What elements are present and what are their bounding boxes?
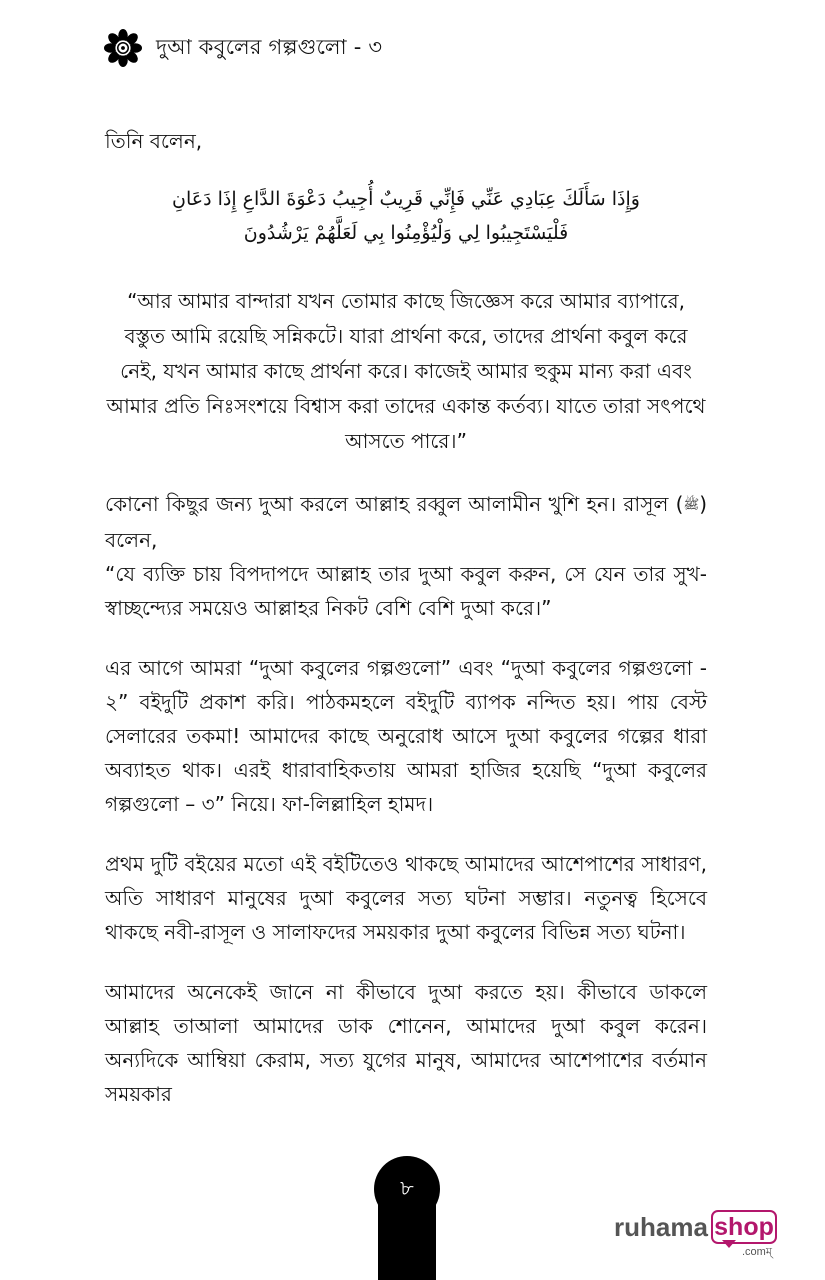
hadith-paragraph: [105, 487, 707, 625]
quran-verse: [105, 182, 707, 250]
page-body: [105, 124, 707, 1137]
quran-verse-line-2: فَلْيَسْتَجِيبُوا لِي وَلْيُؤْمِنُوا بِي لَعَلَّهُمْ يَرْشُدُونَ: [243, 222, 569, 244]
quran-verse-line-1: وَإِذَا سَأَلَكَ عِبَادِي عَنِّي فَإِنِّي قَرِيبٌ أُجِيبُ دَعْوَةَ الدَّاعِ إِذَا دَعَانِ: [172, 188, 640, 210]
logo-shop-bubble: shop: [711, 1210, 777, 1244]
header-title: দুআ কবুলের গল্পগুলো - ৩: [156, 34, 383, 59]
paragraph-how-to-pray: আমাদের অনেকেই জানে না কীভাবে দুআ করতে হয়। কীভাবে ডাকলে আল্লাহ তাআলা আমাদের ডাক শোনেন, আমাদের দুআ কবুল করেন। অন্যদিকে আম্বিয়া কেরাম, সত্য যুগের মানুষ, আমাদের আশেপাশের বর্তমান সময়কার: [105, 979, 707, 1106]
page-header: [104, 28, 382, 68]
hadith-intro-end: ) বলেন,: [105, 492, 707, 552]
paragraph-previous-books: এর আগে আমরা “দুআ কবুলের গল্পগুলো” এবং “দুআ কবুলের গল্পগুলো - ২” বইদুটি প্রকাশ করি। পাঠকমহলে বইদুটি ব্যাপক নন্দিত হয়। পায় বেস্ট সেলারের তকমা! আমাদের কাছে অনুরোধ আসে দুআ কবুলের গল্পের ধারা অব্যাহত থাক। এরই ধারাবাহিকতায় আমরা হাজির হয়েছি “দুআ কবুলের গল্পগুলো – ৩” নিয়ে। ফা-লিল্লাহিল হামদ।: [105, 655, 707, 816]
intro-text: তিনি বলেন,: [105, 129, 203, 153]
paragraph-book-content: প্রথম দুটি বইয়ের মতো এই বইটিতেও থাকছে আমাদের আশেপাশের সাধারণ, অতি সাধারণ মানুষের দুআ কবুলের সত্য ঘটনা সম্ভার। নতুনত্ব হিসেবে থাকছে নবী-রাসূল ও সালাফদের সময়কার দুআ কবুলের বিভিন্ন সত্য ঘটনা।: [105, 851, 707, 944]
pbuh-glyph: ﷺ: [683, 497, 700, 513]
logo-bubble-tail: [722, 1240, 736, 1248]
verse-translation: “আর আমার বান্দারা যখন তোমার কাছে জিজ্ঞেস করে আমার ব্যাপারে, বস্তুত আমি রয়েছি সন্নিকটে। যারা প্রার্থনা করে, তাদের প্রার্থনা কবুল করে নেই, যখন আমার কাছে প্রার্থনা করে। কাজেই আমার হুকুম মান্য করা এবং আমার প্রতি নিঃসংশয়ে বিশ্বাস করা তাদের একান্ত কর্তব্য। যাতে তারা সৎপথে আসতে পারে।”: [106, 289, 706, 453]
hadith-quote: “যে ব্যক্তি চায় বিপদাপদে আল্লাহ তার দুআ কবুল করুন, সে যেন তার সুখ-স্বাচ্ছন্দ্যের সময়েও আল্লাহর নিকট বেশি বেশি দুআ করে।”: [105, 561, 707, 620]
page-number: ৮: [374, 1156, 440, 1222]
ruhamashop-logo: [614, 1210, 784, 1258]
flower-ornament-icon: [104, 29, 142, 67]
hadith-intro: কোনো কিছুর জন্য দুআ করলে আল্লাহ রব্বুল আলামীন খুশি হন। রাসূল (: [105, 492, 684, 516]
logo-ruhama-text: ruhama: [614, 1212, 708, 1242]
logo-com-text: .comম্: [742, 1246, 772, 1258]
